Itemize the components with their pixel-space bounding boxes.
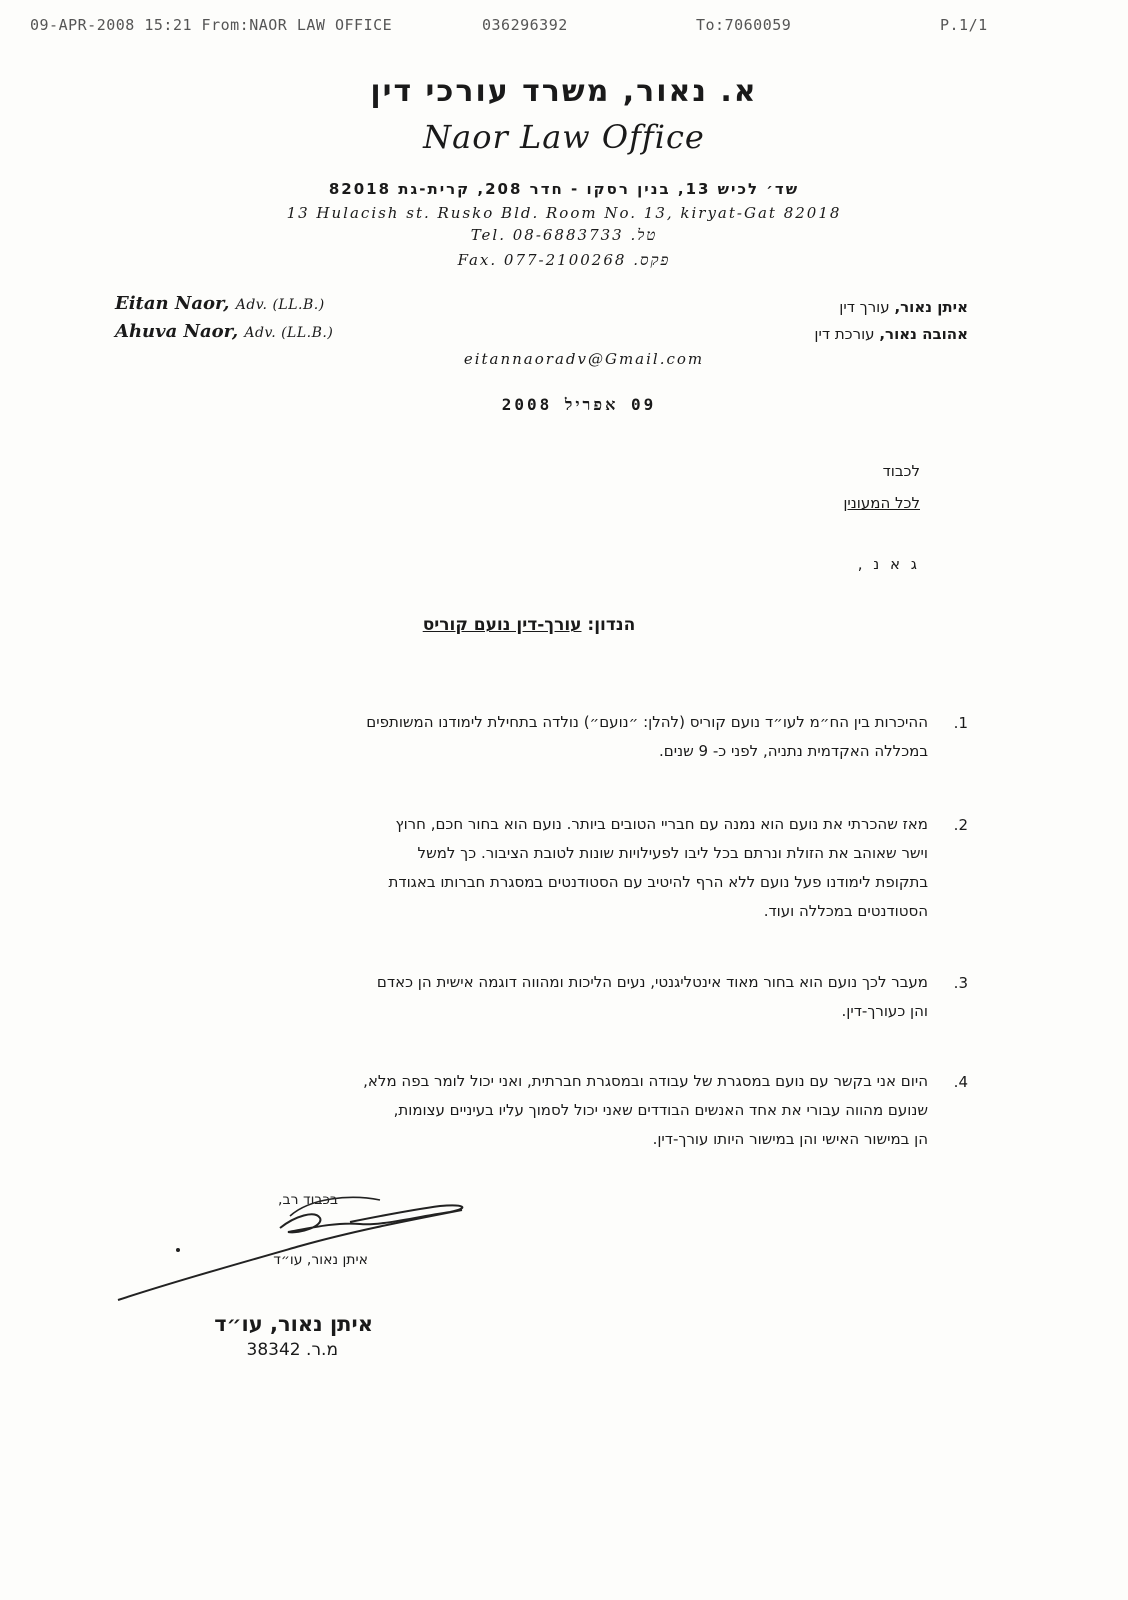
- lawyer-english-1: [115, 293, 325, 314]
- handwritten-signature: [110, 1188, 490, 1308]
- greeting: ג א נ ,: [857, 555, 920, 573]
- subject-line: [0, 615, 1128, 635]
- lawyer-hebrew-title: עורכת דין: [814, 325, 875, 343]
- subject-label: הנדון:: [587, 615, 636, 635]
- lawyer-english-2: [115, 321, 333, 342]
- fax-to: To:7060059: [696, 16, 792, 34]
- lawyer-hebrew-title: עורך דין: [839, 298, 890, 316]
- lawyer-hebrew-name: אהובה נאור,: [879, 325, 968, 343]
- paragraph-3: [238, 968, 928, 1026]
- lawyer-hebrew-2: [814, 325, 968, 343]
- paragraph-line: שנועם מהווה עבורי את אחד האנשים הבודדים שאני יכול לסמוך עליו בעיניים עצומות,: [393, 1101, 928, 1119]
- paragraph-line: במכללה האקדמית נתניה, לפני כ- 9 שנים.: [659, 742, 928, 760]
- closing-text: בכבוד רב,: [278, 1192, 338, 1208]
- stamp-name: איתן נאור, עו״ד: [214, 1312, 373, 1336]
- lawyer-hebrew-1: [839, 298, 968, 316]
- paragraph-line: הסטודנטים במכללה ועוד.: [763, 902, 928, 920]
- paragraph-1: [238, 708, 928, 766]
- paragraph-number: 4.: [953, 1073, 968, 1091]
- paragraph-line: מעבר לכך נועם הוא בחור מאוד אינטליגנטי, נעים הליכות ומהווה דוגמה אישית הן כאדם: [376, 973, 928, 991]
- lawyer-english-title: Adv. (LL.B.): [244, 325, 334, 341]
- fax-datetime-from: 09-APR-2008 15:21 From:NAOR LAW OFFICE: [30, 16, 393, 34]
- paragraph-4: [238, 1067, 928, 1154]
- fax-page: P.1/1: [940, 16, 988, 34]
- email-address: eitannaoradv@Gmail.com: [463, 350, 705, 368]
- paragraph-line: ההיכרות בין הח״מ לעו״ד נועם קוריס (להלן: ״נועם״) נולדה בתחילת לימודנו המשותפים: [366, 713, 928, 731]
- subject-text: עורך-דין נועם קוריס: [422, 615, 582, 635]
- lawyer-english-title: Adv. (LL.B.): [235, 297, 325, 313]
- address-english: 13 Hulacish st. Rusko Bld. Room No. 13, kiryat-Gat 82018: [286, 204, 842, 222]
- paragraph-number: 3.: [953, 974, 968, 992]
- recipient-addressee: לכל המעונין: [843, 494, 920, 512]
- signature-name: איתן נאור, עו״ד: [273, 1252, 368, 1268]
- fax-number: Fax. 077-2100268 .פקס: [457, 251, 671, 269]
- fax-phone: 036296392: [482, 16, 568, 34]
- paragraph-line: וישר שאוהב את הזולת ונרתם בכל ליבו לפעילויות שונות לטובת הציבור. כך למשל: [417, 844, 928, 862]
- lawyer-english-name: Eitan Naor,: [115, 293, 230, 314]
- letterhead-hebrew-name: א. נאור, משרד עורכי דין: [370, 74, 758, 109]
- telephone: Tel. 08-6883733 .טל: [470, 226, 658, 244]
- paragraph-line: הן במישור האישי והן במישור היותו עורך-דין.: [652, 1130, 928, 1148]
- paragraph-number: 1.: [953, 714, 968, 732]
- paragraph-line: והן כעורך-דין.: [841, 1002, 928, 1020]
- lawyer-english-name: Ahuva Naor,: [115, 321, 239, 342]
- lawyer-hebrew-name: איתן נאור,: [894, 298, 968, 316]
- paragraph-line: היום אני בקשר עם נועם במסגרת של עבודה ובמסגרת חברתית, ואני יכול לומר בפה מלא,: [363, 1072, 928, 1090]
- address-hebrew: שד׳ לכיש 13, בנין רסקו - חדר 208, קרית-גת 82018: [328, 180, 800, 198]
- letterhead-english-name: Naor Law Office: [423, 118, 705, 156]
- paragraph-line: בתקופת לימודנו פעל נועם ללא הרף להיטיב עם הסטודנטים במסגרת חברותו באגודת: [388, 873, 928, 891]
- paragraph-number: 2.: [953, 816, 968, 834]
- letter-date: 09 אפריל 2008: [501, 395, 657, 414]
- paragraph-line: מאז שהכרתי את נועם הוא נמנה עם חבריי הטובים ביותר. נועם הוא בחור חכם, חרוץ: [395, 815, 928, 833]
- stamp-license-number: מ.ר. 38342: [246, 1340, 338, 1360]
- recipient-honorific: לכבוד: [882, 462, 920, 480]
- paragraph-2: [238, 810, 928, 926]
